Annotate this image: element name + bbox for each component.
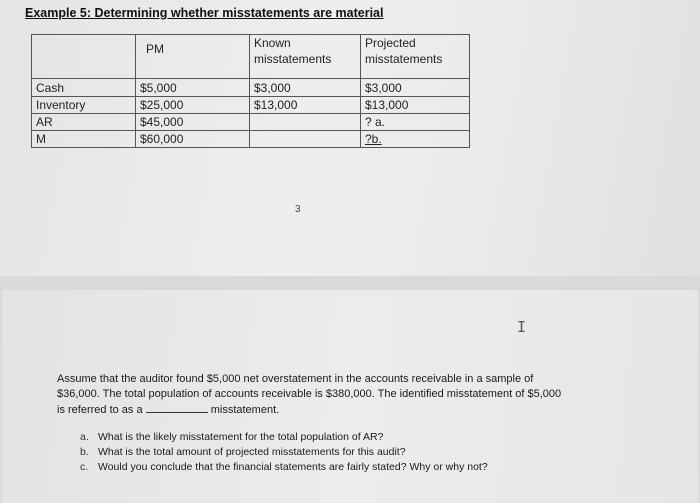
page-number: 3: [295, 204, 301, 215]
fill-in-blank: [146, 402, 208, 413]
table-row: [32, 131, 470, 148]
table-header-row: [32, 35, 470, 79]
question-text: Would you conclude that the financial statements are fairly stated? Why or why not?: [98, 461, 488, 473]
table-row: [32, 114, 470, 131]
row-projected: $13,000: [361, 97, 470, 114]
row-projected: $3,000: [361, 79, 470, 97]
row-label: Inventory: [32, 97, 136, 114]
row-label: AR: [32, 114, 136, 131]
question-text: What is the likely misstatement for the total population of AR?: [98, 431, 384, 443]
question-list: [80, 430, 488, 475]
row-projected: ? a.: [361, 114, 470, 131]
row-known: $13,000: [250, 97, 361, 114]
question-text: What is the total amount of projected misstatements for this audit?: [98, 446, 406, 458]
table-row: [32, 97, 470, 114]
row-pm: $25,000: [136, 97, 250, 114]
paragraph-text: misstatement.: [210, 404, 280, 416]
row-known: [250, 131, 361, 148]
header-projected-line1: Projected: [365, 36, 416, 50]
paragraph-line-with-blank: [57, 402, 577, 418]
paragraph-line: Assume that the auditor found $5,000 net overstatement in the accounts receivable in a sample of: [57, 373, 534, 385]
header-known-line1: Known: [254, 36, 291, 50]
question-marker: b.: [80, 446, 89, 458]
header-pm: PM: [136, 35, 250, 79]
row-label: M: [32, 131, 136, 148]
misstatement-table: [31, 34, 470, 148]
header-known-line2: misstatements: [254, 52, 332, 66]
row-known: [250, 114, 361, 131]
row-known: $3,000: [250, 79, 361, 97]
header-projected: [361, 35, 470, 79]
header-projected-line2: misstatements: [365, 52, 443, 66]
list-item: [80, 445, 488, 460]
problem-paragraph: [57, 372, 577, 418]
paragraph-line: $36,000. The total population of accounts receivable is $380,000. The identified misstatement of $5,000: [57, 388, 562, 400]
text-cursor-icon: I: [517, 318, 527, 336]
row-pm: $60,000: [136, 131, 250, 148]
table-row: [32, 79, 470, 97]
list-item: [80, 430, 488, 445]
page-title: Example 5: Determining whether misstatements are material: [25, 6, 384, 20]
header-known: [250, 35, 361, 79]
header-label: [32, 35, 136, 79]
row-label: Cash: [32, 79, 136, 97]
question-marker: c.: [80, 461, 89, 473]
row-projected: ?b.: [361, 131, 470, 148]
question-marker: a.: [80, 431, 89, 443]
row-pm: $45,000: [136, 114, 250, 131]
list-item: [80, 460, 488, 475]
paragraph-text: is referred to as a: [57, 404, 143, 416]
row-pm: $5,000: [136, 79, 250, 97]
